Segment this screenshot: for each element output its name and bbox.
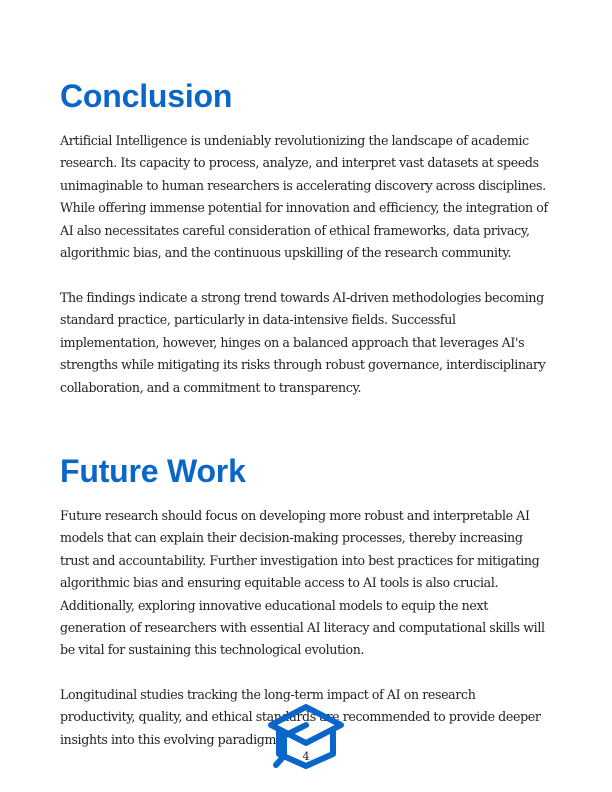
conclusion-paragraph-1: Artificial Intelligence is undeniably revolutionizing the landscape of academic research. Its capacity to process, analyze, and interpret vast datasets at speeds unimaginable to human researchers is accelerating discovery across disciplines. While offering immense potential for innovation and efficiency, the integration of AI also necessitates careful consideration of ethical frameworks, data privacy, algorithmic bias, and the continuous upskilling of the research community. bbox=[60, 133, 548, 261]
graduation-cap-icon bbox=[266, 702, 346, 770]
page-number: 4 bbox=[302, 750, 310, 763]
section-heading-conclusion: Conclusion bbox=[60, 78, 233, 114]
future-work-paragraph-2: Longitudinal studies tracking the long-term impact of AI on research productivity, quality, and ethical standards are recommended to provide deeper insights into this evolving paradigm. bbox=[60, 687, 541, 747]
future-work-paragraph-1: Future research should focus on developing more robust and interpretable AI models that can explain their decision-making processes, thereby increasing trust and accountability. Further investigation into best practices for mitigating algorithmic bias and ensuring equitable access to AI tools is also crucial. Additionally, exploring innovative educational models to equip the next generation of researchers with essential AI literacy and computational skills will be vital for sustaining this technological evolution. bbox=[60, 508, 545, 658]
section-heading-future-work: Future Work bbox=[60, 453, 246, 489]
conclusion-paragraph-2: The findings indicate a strong trend towards AI-driven methodologies becoming standard practice, particularly in data-intensive fields. Successful implementation, however, hinges on a balanced approach that leverages AI's strengths while mitigating its risks through robust governance, interdisciplinary collaboration, and a commitment to transparency. bbox=[60, 290, 546, 395]
